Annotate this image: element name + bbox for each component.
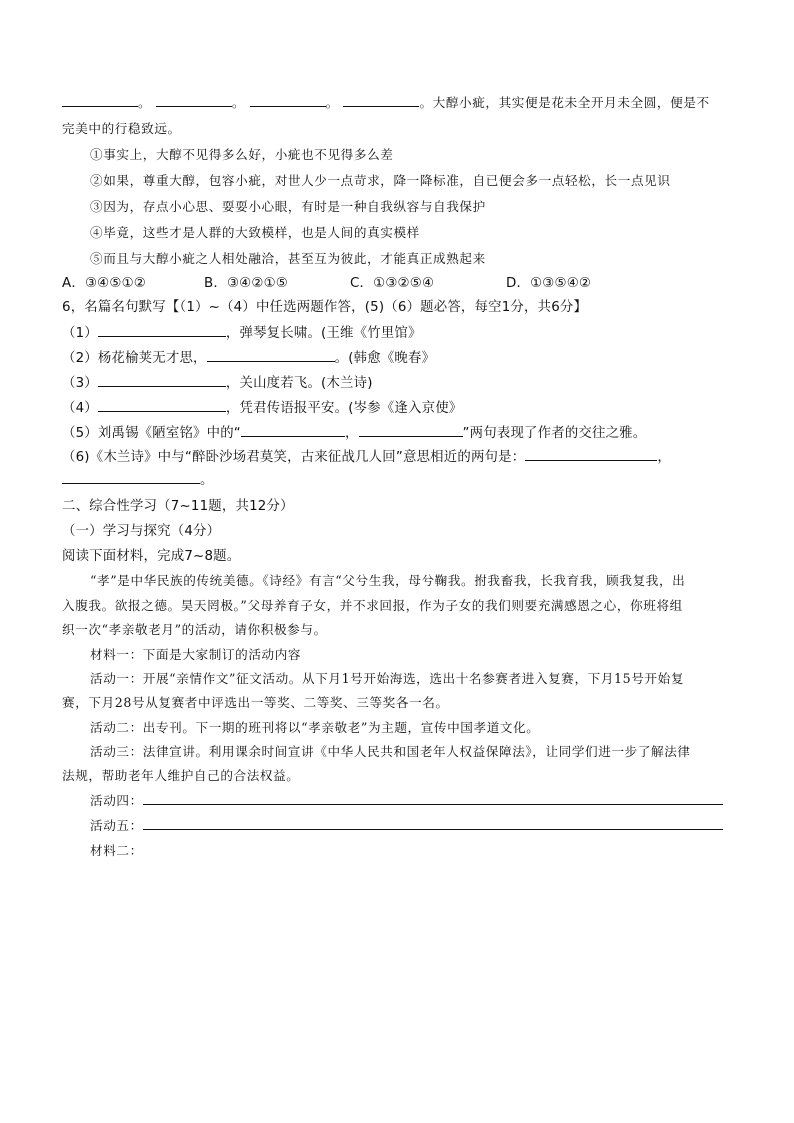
answer-blank[interactable]: [62, 470, 200, 484]
q5-sentence-2: ②如果，尊重大醇，包容小疵，对世人少一点苛求，降一降标准，自已便会多一点轻松，长一点见识: [90, 173, 671, 188]
q6-title: 6，名篇名句默写【（1）~（4）中任选两题作答，(5)（6）题必答，每空1分，共6分】: [62, 300, 588, 315]
q5-options: [62, 272, 591, 291]
q6-item-6: （6)《木兰诗》中与“醉卧沙场君莫笑，古来征战几人回”意思相近的两句是： ，: [62, 446, 671, 465]
passage-line: 入腹我。欲报之德。昊天罔极。”父母养育子女，并不求回报，作为子女的我们则要充满感恩之心，你班将组: [62, 598, 683, 613]
activity-1: 活动一：开展“亲情作文”征文活动。从下月1号开始海选，选出十名参赛者进入复赛，下月15号开始复: [90, 671, 685, 686]
q6-item-3: （3） ，关山度若飞。(木兰诗): [62, 372, 373, 391]
q6-item-5: （5）刘禹锡《陋室铭》中的“ ， ”两句表现了作者的交往之雅。: [62, 422, 646, 441]
answer-blank[interactable]: [343, 93, 419, 107]
q5-sentence-5: ⑤而且与大醇小疵之人相处融洽，甚至互为彼此，才能真正成熟起来: [90, 251, 486, 266]
activity-2: 活动二：出专刊。下一期的班刊将以“孝亲敬老”为主题，宣传中国孝道文化。: [90, 720, 540, 735]
separator: 。: [325, 95, 339, 110]
separator: 。: [138, 95, 152, 110]
q5-blanks-line: [62, 92, 710, 111]
answer-line[interactable]: [143, 817, 723, 830]
activity-5: 活动五：: [90, 815, 723, 834]
activity-3: 活动三：法律宣讲。利用课余时间宣讲《中华人民共和国老年人权益保障法》，让同学们进一步了解法律: [90, 744, 691, 759]
separator: 。: [419, 95, 433, 110]
q6-item-2: （2）杨花榆荚无才思， 。(韩愈《晚春》: [62, 347, 435, 366]
instruction-text: 阅读下面材料，完成7~8题。: [62, 549, 241, 564]
material-1-label: 材料一：下面是大家制订的活动内容: [90, 647, 302, 662]
q5-sentence-3: ③因为，存点小心思、耍耍小心眼，有时是一种自我纵容与自我保护: [90, 199, 486, 214]
answer-blank[interactable]: [98, 323, 226, 337]
answer-blank[interactable]: [250, 93, 326, 107]
passage-line: 织一次“孝亲敬老月”的活动，请你积极参与。: [62, 622, 327, 637]
answer-blank[interactable]: [98, 398, 226, 412]
subsection-heading: （一）学习与探究（4分）: [62, 524, 221, 539]
answer-blank[interactable]: [525, 447, 657, 461]
answer-blank[interactable]: [241, 423, 345, 437]
option-c[interactable]: C．①③②⑤④: [350, 276, 435, 291]
section-heading: 二、综合性学习（7~11题，共12分）: [62, 499, 294, 514]
q6-item-6-cont: 。: [62, 469, 214, 488]
q6-item-4: （4） ，凭君传语报平安。(岑参《逢入京使》: [62, 397, 462, 416]
answer-blank[interactable]: [98, 373, 226, 387]
activity-4: 活动四：: [90, 790, 723, 809]
activity-3-cont: 法规，帮助老年人维护自己的合法权益。: [62, 768, 300, 783]
option-d[interactable]: D．①③⑤④②: [506, 276, 592, 291]
option-a[interactable]: A．③④⑤①②: [62, 276, 146, 291]
answer-blank[interactable]: [359, 423, 463, 437]
q5-passage-text: 大醇小疵，其实便是花未全开月未全圆，便是不: [432, 95, 710, 110]
answer-line[interactable]: [143, 792, 723, 805]
separator: 。: [231, 95, 246, 110]
q5-sentence-4: ④毕竟，这些才是人群的大致模样，也是人间的真实模样: [90, 225, 420, 240]
q5-sentence-1: ①事实上，大醇不见得多么好，小疵也不见得多么差: [90, 147, 394, 162]
q6-item-1: （1） ，弹琴复长啸。(王维《竹里馆》: [62, 322, 422, 341]
answer-blank[interactable]: [207, 348, 335, 362]
answer-blank[interactable]: [62, 93, 138, 107]
answer-blank[interactable]: [156, 93, 232, 107]
passage-line: “孝”是中华民族的传统美德。《诗经》有言“父兮生我，母兮鞠我。拊我畜我，长我育我，顾我复我，出: [90, 573, 686, 588]
q5-passage-text: 完美中的行稳致远。: [62, 121, 181, 136]
activity-1-cont: 赛，下月28号从复赛者中评选出一等奖、二等奖、三等奖各一名。: [62, 695, 449, 710]
option-b[interactable]: B．③④②①⑤: [204, 276, 288, 291]
material-2-label: 材料二：: [90, 843, 143, 858]
